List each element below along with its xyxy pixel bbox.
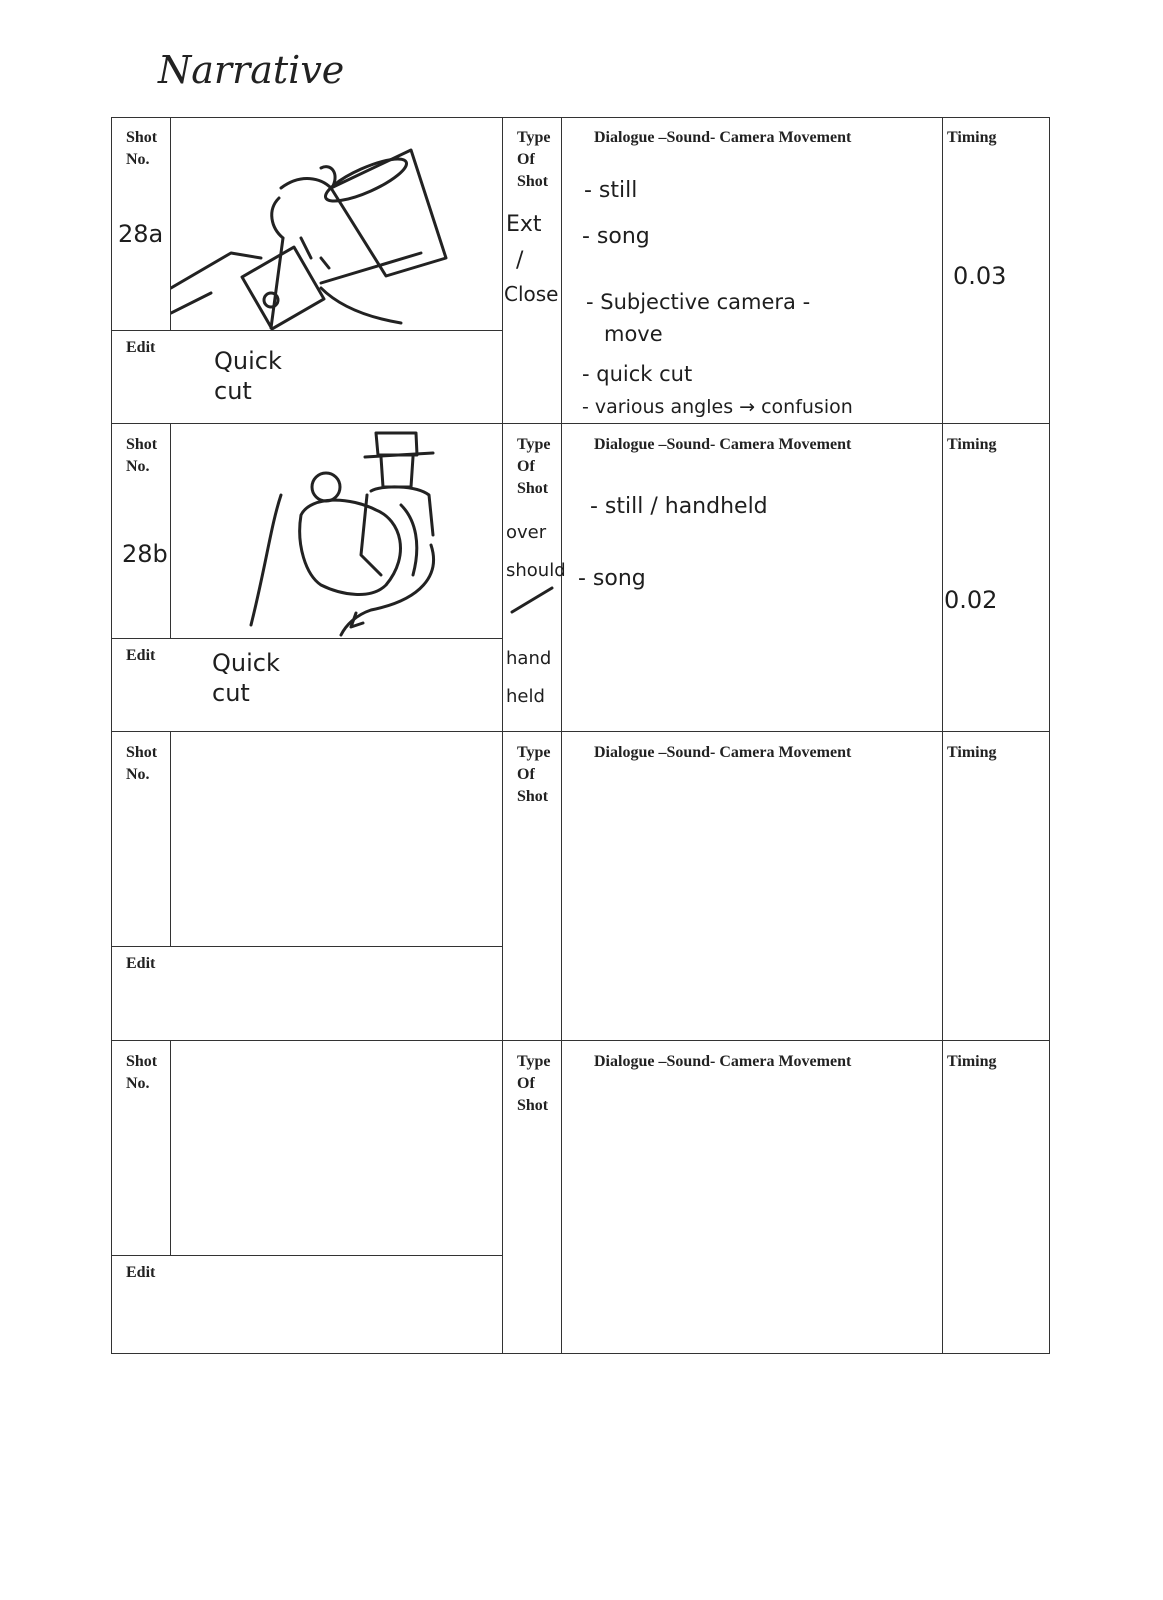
column-divider — [942, 117, 943, 1353]
over-shoulder-figure-with-hat-icon — [171, 425, 501, 637]
note-line: - still — [584, 178, 638, 203]
shot-no-label: Shot No. — [126, 1053, 158, 1092]
type-of-shot-label: Type Of Shot — [517, 744, 551, 805]
type-of-shot-label: Type Of Shot — [517, 129, 551, 190]
timing-label: Timing — [947, 744, 997, 761]
slash-mark-icon — [508, 582, 558, 618]
timing-value: 0.03 — [953, 262, 1007, 290]
shot-number: 28b — [122, 540, 168, 568]
dialogue-label: Dialogue –Sound- Camera Movement — [594, 436, 852, 453]
timing-label: Timing — [947, 129, 997, 146]
edit-note: Quick cut — [214, 347, 282, 405]
timing-label: Timing — [947, 436, 997, 453]
type-of-shot-label: Type Of Shot — [517, 436, 551, 497]
type-line: should — [506, 560, 566, 581]
shot-no-label: Shot No. — [126, 129, 158, 168]
timing-label: Timing — [947, 1053, 997, 1070]
type-line: over — [506, 522, 547, 543]
row-divider — [111, 1040, 1050, 1041]
edit-divider — [111, 638, 502, 639]
type-line: held — [506, 686, 545, 707]
frame-left-edge — [170, 1041, 171, 1255]
type-of-shot-label: Type Of Shot — [517, 1053, 551, 1114]
row-divider — [111, 731, 1050, 732]
top-hat-character-closeup-icon — [171, 118, 501, 330]
dialogue-label: Dialogue –Sound- Camera Movement — [594, 744, 852, 761]
edit-note: Quick cut — [212, 649, 280, 707]
note-line: - quick cut — [582, 362, 693, 386]
type-line: hand — [506, 648, 552, 669]
edit-divider — [111, 946, 502, 947]
edit-label: Edit — [126, 1264, 156, 1281]
note-line: - various angles → confusion — [582, 396, 853, 418]
dialogue-label: Dialogue –Sound- Camera Movement — [594, 129, 852, 146]
shot-no-label: Shot No. — [126, 436, 158, 475]
edit-label: Edit — [126, 955, 156, 972]
page-title: Narrative — [158, 48, 345, 92]
edit-label: Edit — [126, 647, 156, 664]
type-line: / — [516, 248, 524, 273]
shot-no-label: Shot No. — [126, 744, 158, 783]
edit-label: Edit — [126, 339, 156, 356]
note-line: move — [604, 322, 663, 346]
type-line: Close — [504, 282, 559, 306]
note-line: - still / handheld — [590, 494, 768, 519]
type-line: Ext — [506, 212, 542, 237]
note-line: - song — [578, 566, 646, 591]
frame-left-edge — [170, 732, 171, 946]
timing-value: 0.02 — [944, 586, 998, 614]
note-line: - Subjective camera - — [586, 290, 811, 314]
shot-number: 28a — [118, 220, 164, 248]
edit-divider — [111, 1255, 502, 1256]
edit-divider — [111, 330, 502, 331]
column-divider — [561, 117, 562, 1353]
dialogue-label: Dialogue –Sound- Camera Movement — [594, 1053, 852, 1070]
note-line: - song — [582, 224, 650, 249]
